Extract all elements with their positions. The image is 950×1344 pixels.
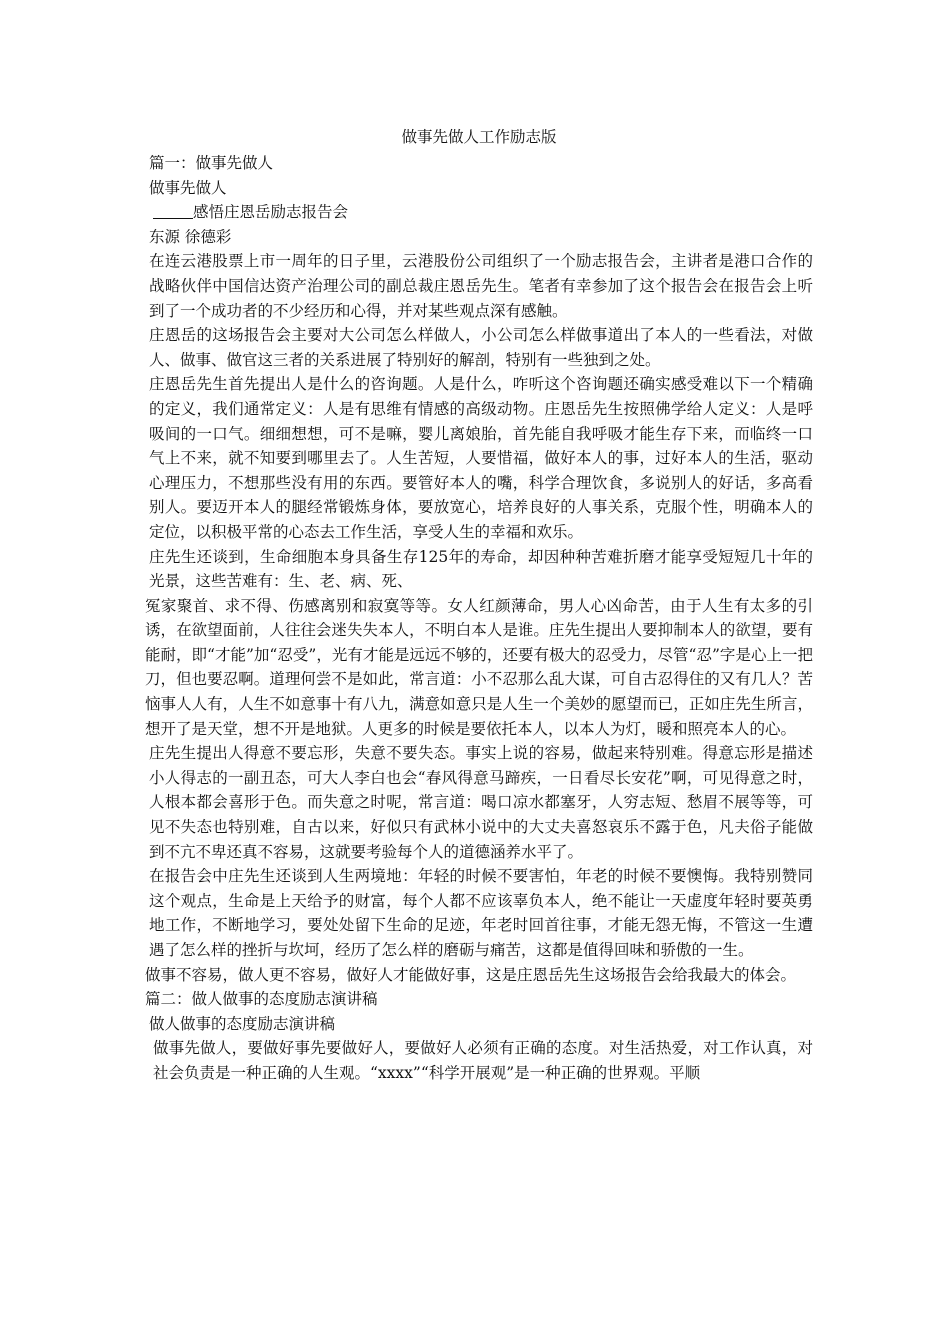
section2-paragraph: 做事先做人，要做好事先要做好人，要做好人必须有正确的态度。对生活热爱，对工作认真，对社会负责是一种正确的人生观。“xxxx”“科学开展观”是一种正确的世界观。平顺 bbox=[153, 1039, 813, 1082]
section1-heading: 篇一：做事先做人 bbox=[149, 154, 274, 172]
section2-subtitle: 做人做事的态度励志演讲稿 bbox=[149, 1014, 336, 1033]
underline-blank bbox=[153, 202, 193, 219]
section1-paragraph: 庄先生还谈到，生命细胞本身具备生存125年的寿命，却因种种苦难折磨才能享受短短几十年的光景，这些苦难有：生、老、病、死、 bbox=[149, 547, 813, 591]
section1-subtitle: 做事先做人 bbox=[149, 178, 227, 197]
section2-heading: 篇二：做人做事的态度励志演讲稿 bbox=[145, 990, 378, 1009]
section1-paragraph: 冤家聚首、求不得、伤感离别和寂寞等等。女人红颜薄命，男人心凶命苦，由于人生有太多的引诱，在欲望面前，人往往会迷失失本人，不明白本人是谁。庄先生提出人要抑制本人的欲望，要有能耐，即“才能”加“忍受”，光有才能是远远不够的，还要有极大的忍受力，尽管“忍”字是心上一把刀，但也要忍啊。道理何尝不是如此，常言道：小不忍那么乱大谋，可自古忍得住的又有几人？苦恼事人人有，人生不如意事十有八九，满意如意只是人生一个美妙的愿望而已，正如庄先生所言，想开了是天堂，想不开是地狱。人更多的时候是要依托本人，以本人为灯，暖和照亮本人的心。 bbox=[145, 596, 813, 738]
section1-subtitle2: 感悟庄恩岳励志报告会 bbox=[193, 203, 349, 222]
section1-paragraph: 庄恩岳先生首先提出人是什么的咨询题。人是什么，咋听这个咨询题还确实感受难以下一个精确的定义，我们通常定义：人是有思维有情感的高级动物。庄恩岳先生按照佛学给人定义：人是呼吸间的一口气。细细想想，可不是嘛，婴儿离娘胎，首先能自我呼吸才能生存下来，而临终一口气上不来，就不知要到哪里去了。人生苦短，人要惜福，做好本人的事，过好本人的生活，驱动心理压力，不想那些没有用的东西。要管好本人的嘴，科学合理饮食，多说别人的好话，多高看别人。要迈开本人的腿经常锻炼身体，要放宽心，培养良好的人事关系，克服个性，明确本人的定位，以积极平常的心态去工作生活，享受人生的幸福和欢乐。 bbox=[149, 375, 813, 541]
section1-paragraph: 庄恩岳的这场报告会主要对大公司怎么样做人，小公司怎么样做事道出了本人的一些看法，对做人、做事、做官这三者的关系进展了特别好的解剖，特别有一些独到之处。 bbox=[149, 326, 813, 369]
section1-subtitle2-line bbox=[145, 200, 813, 225]
section1-paragraph: 在连云港股票上市一周年的日子里，云港股份公司组织了一个励志报告会，主讲者是港口合作的战略伙伴中国信达资产治理公司的副总裁庄恩岳先生。笔者有幸参加了这个报告会在报告会上听到了一个成功者的不少经历和心得，并对某些观点深有感触。 bbox=[149, 252, 813, 320]
section1-author: 东源 徐德彩 bbox=[149, 227, 232, 246]
document-page bbox=[145, 123, 813, 1086]
section1-paragraph: 做事不容易，做人更不容易，做好人才能做好事，这是庄恩岳先生这场报告会给我最大的体会。 bbox=[145, 965, 797, 984]
document-title: 做事先做人工作励志版 bbox=[401, 128, 557, 146]
section1-paragraph: 庄先生提出人得意不要忘形，失意不要失态。事实上说的容易，做起来特别难。得意忘形是描述小人得志的一副丑态，可大人李白也会“春风得意马蹄疾，一日看尽长安花”啊，可见得意之时，人根本都会喜形于色。而失意之时呢，常言道：喝口凉水都塞牙，人穷志短、愁眉不展等等，可见不失态也特别难，自古以来，好似只有武林小说中的大丈夫喜怒哀乐不露于色，凡夫俗子能做到不亢不卑还真不容易，这就要考验每个人的道德涵养水平了。 bbox=[149, 744, 813, 861]
section1-paragraph: 在报告会中庄先生还谈到人生两境地：年轻的时候不要害怕，年老的时候不要懊悔。我特别赞同这个观点，生命是上天给予的财富，每个人都不应该辜负本人，绝不能让一天虚度年轻时要英勇地工作，不断地学习，要处处留下生命的足迹，年老时回首往事，才能无怨无悔，不管这一生遭遇了怎么样的挫折与坎坷，经历了怎么样的磨砺与痛苦，这都是值得回味和骄傲的一生。 bbox=[149, 867, 813, 959]
